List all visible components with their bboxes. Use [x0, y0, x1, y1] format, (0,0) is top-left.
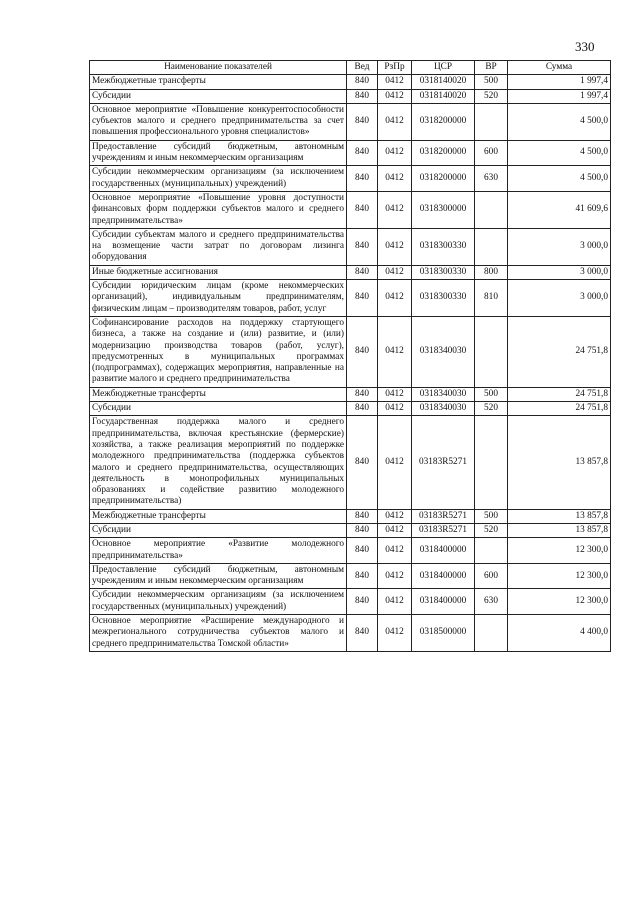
row-csr: 0318400000: [412, 538, 475, 564]
table-header-row: [90, 61, 611, 75]
row-sum: 24 751,8: [508, 402, 611, 416]
row-ved: 840: [347, 402, 378, 416]
row-vr: [475, 103, 508, 140]
row-name: Межбюджетные трансферты: [90, 75, 347, 89]
row-rzpr: 0412: [378, 140, 412, 166]
row-vr: 600: [475, 140, 508, 166]
table-row: [90, 191, 611, 228]
row-rzpr: 0412: [378, 615, 412, 652]
row-rzpr: 0412: [378, 280, 412, 317]
row-name: Основное мероприятие «Развитие молодежного предпринимательства»: [90, 538, 347, 564]
row-csr: 03183R5271: [412, 523, 475, 537]
row-name: Межбюджетные трансферты: [90, 387, 347, 401]
row-vr: [475, 615, 508, 652]
row-name: Основное мероприятие «Повышение уровня доступности финансовых форм поддержки субъектов малого и среднего предпринимательства»: [90, 191, 347, 228]
row-sum: 24 751,8: [508, 387, 611, 401]
table-row: [90, 75, 611, 89]
row-csr: 0318400000: [412, 589, 475, 615]
row-ved: 840: [347, 265, 378, 279]
row-name: Субсидии некоммерческим организациям (за исключением государственных (муниципальных) учреждений): [90, 589, 347, 615]
table-row: [90, 615, 611, 652]
row-ved: 840: [347, 166, 378, 192]
row-csr: 0318500000: [412, 615, 475, 652]
row-vr: [475, 191, 508, 228]
row-name: Субсидии: [90, 523, 347, 537]
header-csr: ЦСР: [412, 61, 475, 75]
row-vr: 500: [475, 387, 508, 401]
row-name: Субсидии юридическим лицам (кроме некоммерческих организаций), индивидуальным предпринимателям, физическим лицам – производителям товаров, работ, услуг: [90, 280, 347, 317]
table-row: [90, 316, 611, 387]
table-row: [90, 416, 611, 509]
table-row: [90, 228, 611, 265]
table-row: [90, 563, 611, 589]
header-ved: Вед: [347, 61, 378, 75]
row-rzpr: 0412: [378, 509, 412, 523]
table-row: [90, 265, 611, 279]
row-sum: 1 997,4: [508, 89, 611, 103]
header-rzpr: РзПр: [378, 61, 412, 75]
table-row: [90, 140, 611, 166]
row-rzpr: 0412: [378, 387, 412, 401]
row-ved: 840: [347, 316, 378, 387]
row-rzpr: 0412: [378, 265, 412, 279]
row-ved: 840: [347, 523, 378, 537]
row-name: Субсидии: [90, 402, 347, 416]
row-rzpr: 0412: [378, 316, 412, 387]
row-vr: 520: [475, 89, 508, 103]
row-vr: 520: [475, 402, 508, 416]
row-rzpr: 0412: [378, 103, 412, 140]
table-row: [90, 509, 611, 523]
row-rzpr: 0412: [378, 191, 412, 228]
page-number: 330: [575, 39, 595, 54]
row-name: Субсидии субъектам малого и среднего предпринимательства на возмещение части затрат по договорам лизинга оборудования: [90, 228, 347, 265]
row-sum: 4 500,0: [508, 103, 611, 140]
row-csr: 0318300330: [412, 280, 475, 317]
row-ved: 840: [347, 416, 378, 509]
row-vr: [475, 538, 508, 564]
row-ved: 840: [347, 75, 378, 89]
row-vr: 600: [475, 563, 508, 589]
budget-table: [89, 60, 611, 652]
row-csr: 0318200000: [412, 103, 475, 140]
row-csr: 0318200000: [412, 166, 475, 192]
row-rzpr: 0412: [378, 402, 412, 416]
row-name: Предоставление субсидий бюджетным, автономным учреждениям и иным некоммерческим организациям: [90, 140, 347, 166]
row-sum: 12 300,0: [508, 538, 611, 564]
row-vr: 500: [475, 509, 508, 523]
table-row: [90, 589, 611, 615]
row-rzpr: 0412: [378, 538, 412, 564]
row-rzpr: 0412: [378, 523, 412, 537]
row-sum: 3 000,0: [508, 228, 611, 265]
header-name: Наименование показателей: [90, 61, 347, 75]
row-sum: 24 751,8: [508, 316, 611, 387]
table-row: [90, 523, 611, 537]
table-row: [90, 166, 611, 192]
row-sum: 13 857,8: [508, 416, 611, 509]
row-csr: 0318300330: [412, 228, 475, 265]
row-rzpr: 0412: [378, 75, 412, 89]
row-ved: 840: [347, 191, 378, 228]
row-rzpr: 0412: [378, 228, 412, 265]
row-csr: 0318340030: [412, 387, 475, 401]
header-sum: Сумма: [508, 61, 611, 75]
table-row: [90, 103, 611, 140]
row-sum: 4 400,0: [508, 615, 611, 652]
row-rzpr: 0412: [378, 166, 412, 192]
table-row: [90, 387, 611, 401]
row-vr: 800: [475, 265, 508, 279]
table-row: [90, 89, 611, 103]
row-ved: 840: [347, 280, 378, 317]
row-csr: 03183R5271: [412, 509, 475, 523]
row-csr: 0318140020: [412, 75, 475, 89]
row-rzpr: 0412: [378, 89, 412, 103]
row-csr: 0318300330: [412, 265, 475, 279]
row-csr: 0318400000: [412, 563, 475, 589]
table-row: [90, 280, 611, 317]
row-vr: 630: [475, 589, 508, 615]
row-csr: 0318340030: [412, 402, 475, 416]
row-rzpr: 0412: [378, 589, 412, 615]
row-rzpr: 0412: [378, 563, 412, 589]
row-sum: 13 857,8: [508, 509, 611, 523]
row-csr: 0318300000: [412, 191, 475, 228]
row-sum: 1 997,4: [508, 75, 611, 89]
row-rzpr: 0412: [378, 416, 412, 509]
row-vr: 630: [475, 166, 508, 192]
row-sum: 12 300,0: [508, 589, 611, 615]
row-sum: 12 300,0: [508, 563, 611, 589]
row-name: Основное мероприятие «Повышение конкурентоспособности субъектов малого и среднего предпринимательства за счет повышения профессионального уровня специалистов»: [90, 103, 347, 140]
row-ved: 840: [347, 615, 378, 652]
row-vr: 520: [475, 523, 508, 537]
row-vr: [475, 316, 508, 387]
row-ved: 840: [347, 140, 378, 166]
row-sum: 13 857,8: [508, 523, 611, 537]
row-name: Межбюджетные трансферты: [90, 509, 347, 523]
row-csr: 0318140020: [412, 89, 475, 103]
row-name: Предоставление субсидий бюджетным, автономным учреждениям и иным некоммерческим организациям: [90, 563, 347, 589]
row-sum: 41 609,6: [508, 191, 611, 228]
row-vr: 500: [475, 75, 508, 89]
row-csr: 03183R5271: [412, 416, 475, 509]
row-ved: 840: [347, 509, 378, 523]
row-sum: 3 000,0: [508, 280, 611, 317]
row-sum: 3 000,0: [508, 265, 611, 279]
row-vr: [475, 228, 508, 265]
row-name: Субсидии: [90, 89, 347, 103]
row-name: Основное мероприятие «Расширение международного и межрегионального сотрудничества субъектов малого и среднего предпринимательства Томской области»: [90, 615, 347, 652]
row-ved: 840: [347, 589, 378, 615]
table-row: [90, 538, 611, 564]
row-sum: 4 500,0: [508, 140, 611, 166]
row-name: Субсидии некоммерческим организациям (за исключением государственных (муниципальных) учреждений): [90, 166, 347, 192]
row-vr: [475, 416, 508, 509]
row-vr: 810: [475, 280, 508, 317]
row-ved: 840: [347, 103, 378, 140]
header-vr: ВР: [475, 61, 508, 75]
row-ved: 840: [347, 387, 378, 401]
row-csr: 0318200000: [412, 140, 475, 166]
row-ved: 840: [347, 538, 378, 564]
row-name: Софинансирование расходов на поддержку стартующего бизнеса, а также на создание и (или) развитие, и (или) модернизацию производства товаров (работ, услуг), предусмотренных в муниципальных программах (подпрограммах), содержащих мероприятия, направленные на развитие малого и среднего предпринимательства: [90, 316, 347, 387]
table-row: [90, 402, 611, 416]
row-ved: 840: [347, 563, 378, 589]
row-csr: 0318340030: [412, 316, 475, 387]
row-sum: 4 500,0: [508, 166, 611, 192]
row-name: Государственная поддержка малого и среднего предпринимательства, включая крестьянские (фермерские) хозяйства, а также реализация мероприятий по поддержке молодежного предпринимательства (поддержка субъектов малого и среднего предпринимательства, осуществляющих деятельность в монопрофильных муниципальных образованиях и содействие развитию молодежного предпринимательства): [90, 416, 347, 509]
row-name: Иные бюджетные ассигнования: [90, 265, 347, 279]
row-ved: 840: [347, 89, 378, 103]
row-ved: 840: [347, 228, 378, 265]
